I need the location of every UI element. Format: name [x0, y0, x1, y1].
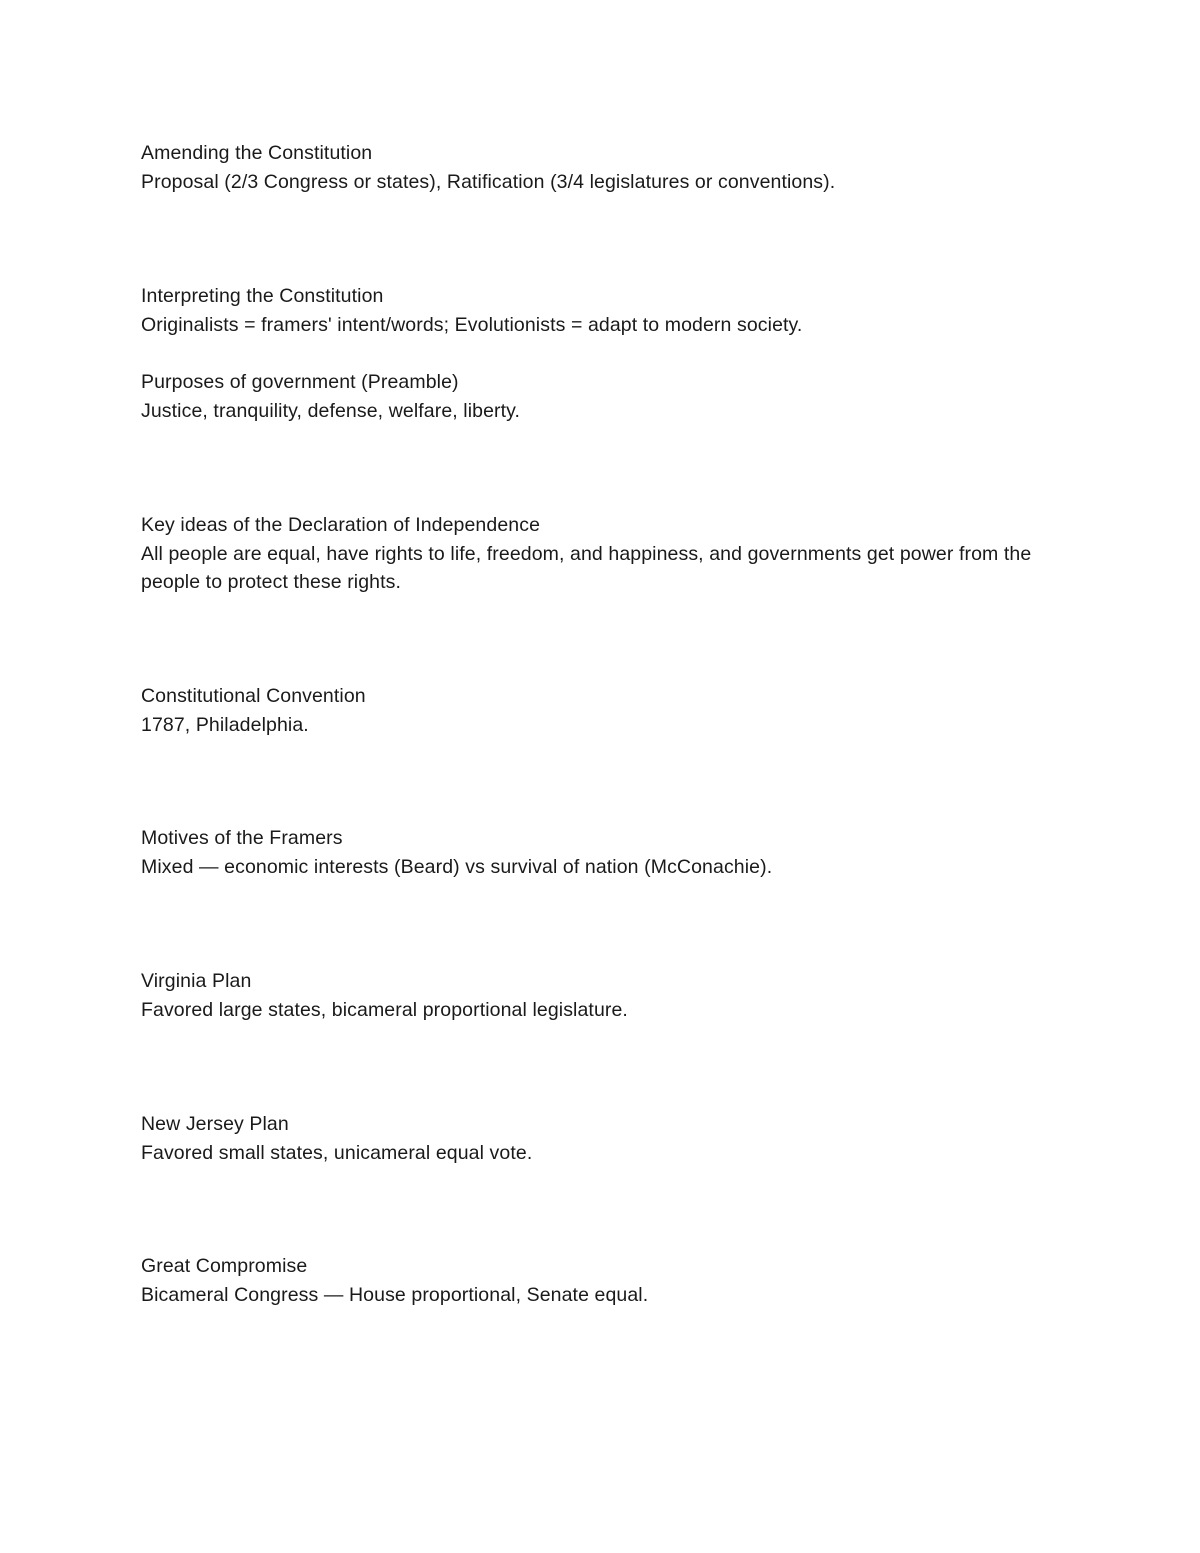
section-body: Justice, tranquility, defense, welfare, liberty.: [141, 399, 521, 422]
section-heading: Key ideas of the Declaration of Independence: [141, 514, 541, 536]
section-heading: Great Compromise: [141, 1255, 308, 1277]
section-heading: Constitutional Convention: [141, 685, 366, 707]
note-section-purposes: [141, 368, 1041, 425]
section-heading: Virginia Plan: [141, 970, 252, 992]
section-heading: Amending the Constitution: [141, 142, 373, 164]
section-body: Favored small states, unicameral equal vote.: [141, 1141, 533, 1164]
note-section-new-jersey-plan: [141, 1110, 1041, 1167]
section-body: Proposal (2/3 Congress or states), Ratification (3/4 legislatures or conventions).: [141, 170, 836, 193]
note-section-great-compromise: [141, 1252, 1041, 1309]
section-heading: New Jersey Plan: [141, 1113, 289, 1135]
section-body: 1787, Philadelphia.: [141, 713, 309, 736]
note-section-declaration: [141, 511, 1041, 597]
note-section-interpreting: [141, 282, 1041, 339]
section-heading: Interpreting the Constitution: [141, 285, 384, 307]
section-heading: Purposes of government (Preamble): [141, 371, 459, 393]
note-section-virginia-plan: [141, 967, 1041, 1024]
section-body: Mixed — economic interests (Beard) vs survival of nation (McConachie).: [141, 855, 773, 878]
section-body: Originalists = framers' intent/words; Evolutionists = adapt to modern society.: [141, 313, 803, 336]
section-heading: Motives of the Framers: [141, 827, 343, 849]
section-body: All people are equal, have rights to life, freedom, and happiness, and governments get power from the people to protect these rights.: [141, 542, 1032, 593]
section-body: Bicameral Congress — House proportional, Senate equal.: [141, 1283, 649, 1306]
section-body: Favored large states, bicameral proportional legislature.: [141, 998, 628, 1021]
note-section-motives: [141, 824, 1041, 881]
note-section-amending: [141, 139, 1041, 196]
note-section-convention: [141, 682, 1041, 739]
